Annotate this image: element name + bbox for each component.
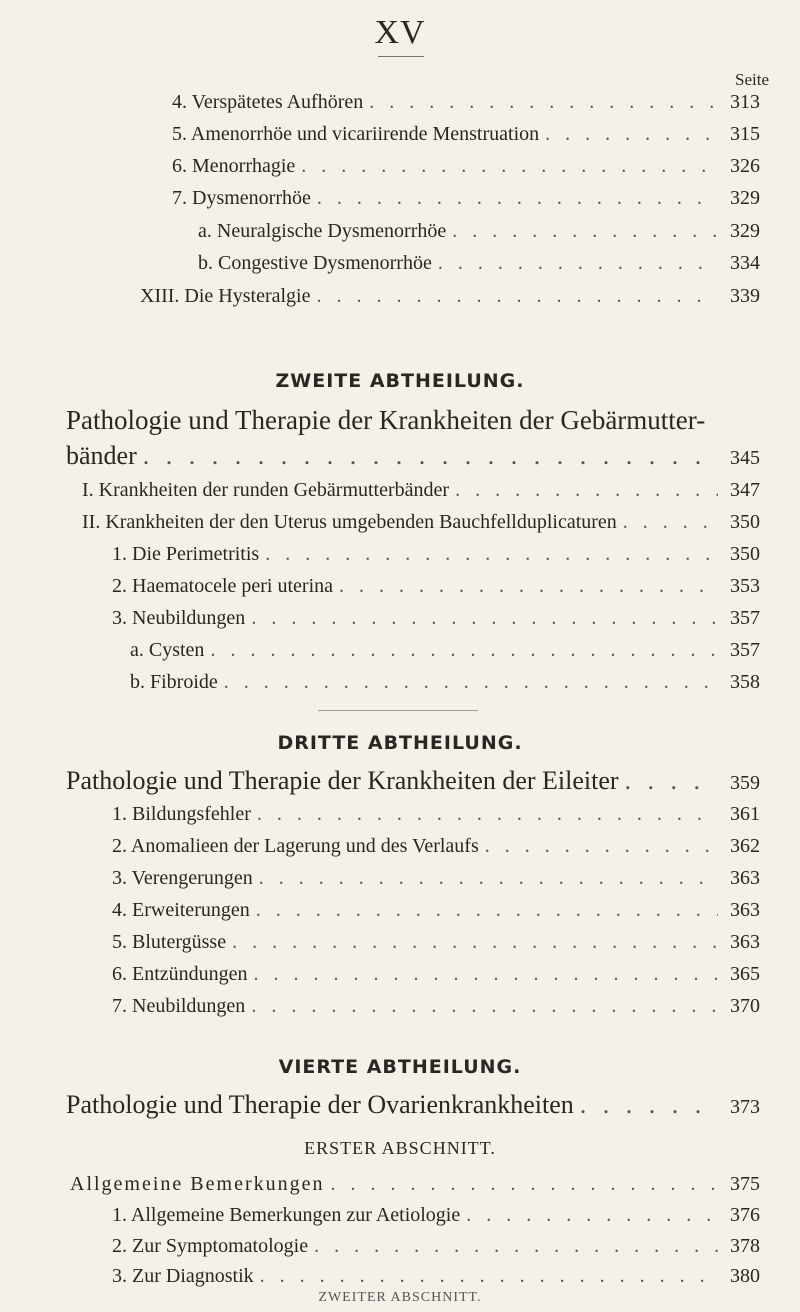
entry-label: b. Fibroide <box>130 671 218 693</box>
entry-page: 353 <box>730 575 760 597</box>
entry-page: 347 <box>730 479 760 501</box>
section2-title-page <box>93 1296 129 1297</box>
entry-label: 3. Neubildungen <box>112 607 246 629</box>
toc-entry <box>130 640 760 660</box>
page-number: XV <box>374 14 426 51</box>
entry-page: 357 <box>730 639 760 661</box>
part4-title-row <box>66 1092 760 1118</box>
divider-rule <box>318 710 478 711</box>
section1-title-row <box>70 1174 760 1194</box>
entry-page: 358 <box>730 671 760 693</box>
toc-entry <box>198 253 760 273</box>
section2-title <box>70 1296 93 1297</box>
entry-label: 5. Amenorrhöe und vicariirende Menstruation <box>172 123 540 145</box>
entry-page <box>126 1298 162 1299</box>
part3-title-page: 359 <box>730 772 760 794</box>
toc-entry <box>112 900 760 920</box>
entry-label: 6. Entzündungen <box>112 963 248 985</box>
section2-heading: ZWEITER ABSCHNITT. <box>318 1290 482 1305</box>
entry-label: I. Krankheiten der runden Gebärmutterbänder <box>82 479 450 501</box>
entry-label: 3. Verengerungen <box>112 867 253 889</box>
entry-page: 357 <box>730 607 760 629</box>
toc-entry <box>112 996 760 1016</box>
entry-page: 313 <box>730 91 760 113</box>
toc-entry <box>112 608 760 628</box>
entry-page: 361 <box>730 803 760 825</box>
toc-entry <box>112 804 760 824</box>
entry-page: 350 <box>730 543 760 565</box>
entry-label: 7. Dysmenorrhöe <box>172 187 311 209</box>
toc-entry <box>112 836 760 856</box>
entry-page: 363 <box>730 867 760 889</box>
seite-label: Seite <box>735 70 769 89</box>
entry-label: a. Neuralgische Dysmenorrhöe <box>198 220 447 242</box>
section1-heading: ERSTER ABSCHNITT. <box>304 1138 496 1158</box>
toc-entry <box>172 124 760 144</box>
toc-entry <box>130 672 760 692</box>
toc-entry <box>112 964 760 984</box>
entry-label: 2. Haematocele peri uterina <box>112 575 333 597</box>
entry-page: 315 <box>730 123 760 145</box>
entry-label: 1. Die Perimetritis <box>112 543 260 565</box>
entry-label: 4. Erweiterungen <box>112 899 250 921</box>
part4-heading: VIERTE ABTHEILUNG. <box>278 1056 522 1078</box>
toc-entry <box>82 480 760 500</box>
entry-label: 3. Zur Diagnostik <box>112 1265 254 1287</box>
entry-page: 370 <box>730 995 760 1017</box>
toc-entry <box>112 868 760 888</box>
entry-label: 2. Anomalieen der Lagerung und des Verlaufs <box>112 835 479 857</box>
entry-page: 380 <box>730 1265 760 1287</box>
entry-page: 363 <box>730 899 760 921</box>
entry-label <box>112 1298 126 1299</box>
entry-label: 1. Bildungsfehler <box>112 803 251 825</box>
entry-page: 326 <box>730 155 760 177</box>
section1-title-page: 375 <box>730 1173 760 1195</box>
toc-entry <box>140 286 760 306</box>
part3-title-row <box>66 768 760 794</box>
entry-label: a. Cysten <box>130 639 205 661</box>
toc-entry <box>112 1205 760 1225</box>
part3-title: Pathologie und Therapie der Krankheiten der Eileiter <box>66 766 619 795</box>
section1-title: Allgemeine Bemerkungen <box>70 1173 325 1195</box>
toc-entry <box>112 1236 760 1256</box>
toc-entry <box>82 512 760 532</box>
entry-page: 378 <box>730 1235 760 1257</box>
entry-page: 334 <box>730 252 760 274</box>
entry-page: 365 <box>730 963 760 985</box>
part2-title-line1: Pathologie und Therapie der Krankheiten der Gebärmutter- <box>66 405 706 435</box>
entry-label: b. Congestive Dysmenorrhöe <box>198 252 432 274</box>
part2-title-line2: bänder <box>66 441 137 470</box>
part4-title-page: 373 <box>730 1096 760 1118</box>
toc-entry <box>172 156 760 176</box>
entry-page: 329 <box>730 187 760 209</box>
part4-title: Pathologie und Therapie der Ovarienkrankheiten <box>66 1090 574 1119</box>
toc-entry <box>112 932 760 952</box>
toc-entry <box>172 92 760 112</box>
toc-entry <box>112 576 760 596</box>
entry-label: 2. Zur Symptomatologie <box>112 1235 309 1257</box>
entry-label: XIII. Die Hysteralgie <box>140 285 311 307</box>
entry-label: II. Krankheiten der den Uterus umgebenden Bauchfellduplicaturen <box>82 511 617 533</box>
entry-page: 350 <box>730 511 760 533</box>
entry-page: 362 <box>730 835 760 857</box>
toc-entry <box>112 1266 760 1286</box>
entry-label: 1. Allgemeine Bemerkungen zur Aetiologie <box>112 1204 461 1226</box>
entry-page: 339 <box>730 285 760 307</box>
toc-entry <box>172 188 760 208</box>
part2-title-row <box>66 443 760 469</box>
toc-entry <box>112 544 760 564</box>
entry-label: 4. Verspätetes Aufhören <box>172 91 364 113</box>
part3-heading: DRITTE ABTHEILUNG. <box>277 732 523 754</box>
entry-page: 376 <box>730 1204 760 1226</box>
part2-title-page: 345 <box>730 447 760 469</box>
toc-entry <box>198 221 760 241</box>
page-number-underline <box>378 56 424 57</box>
part2-heading: ZWEITE ABTHEILUNG. <box>275 370 525 392</box>
entry-page: 329 <box>730 220 760 242</box>
entry-label: 6. Menorrhagie <box>172 155 296 177</box>
entry-label: 5. Blutergüsse <box>112 931 227 953</box>
entry-label: 7. Neubildungen <box>112 995 246 1017</box>
entry-page: 363 <box>730 931 760 953</box>
